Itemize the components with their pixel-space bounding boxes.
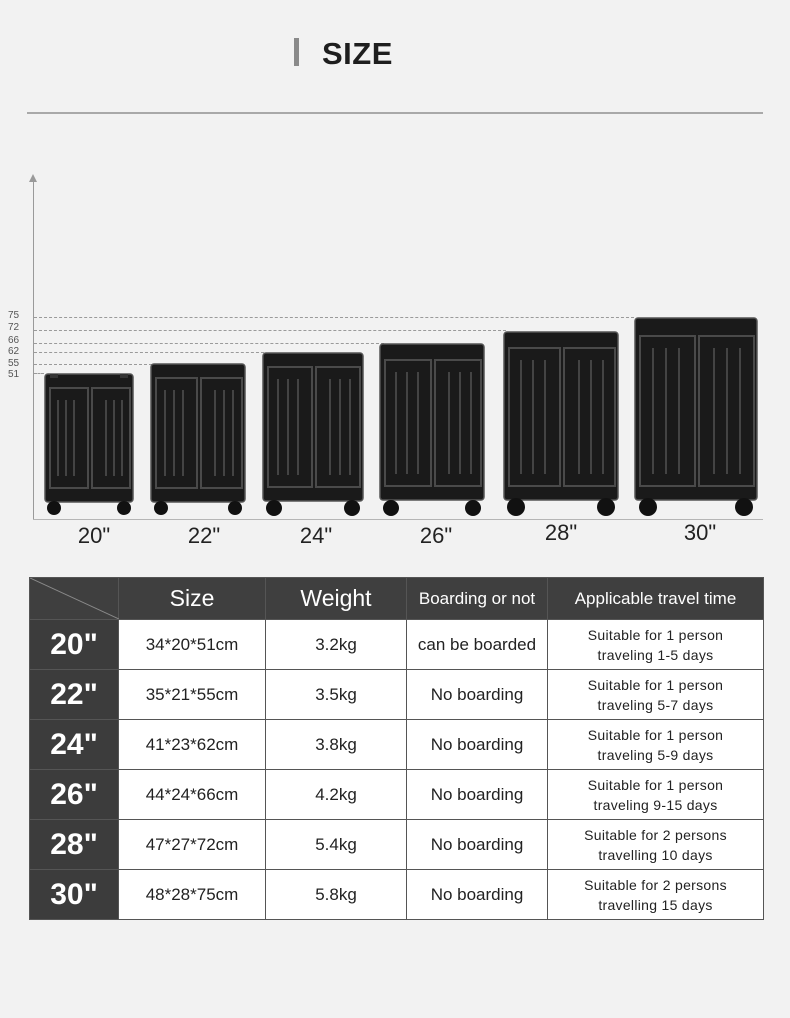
suitcase-label-20: 20" — [77, 523, 111, 548]
travel-time-line2: traveling 9-15 days — [593, 796, 718, 813]
cell-travel-time — [548, 720, 764, 770]
table-row — [30, 670, 764, 720]
travel-time-line2: travelling 10 days — [598, 846, 713, 863]
cell-boarding: No boarding — [407, 870, 548, 920]
table-header-row — [30, 578, 764, 620]
row-size-label: 28" — [30, 820, 119, 870]
tick-label-55: 55 — [8, 358, 20, 369]
suitcase-label-22: 22" — [187, 523, 221, 548]
suitcase-label-26: 26" — [419, 523, 453, 548]
suitcase-20 — [44, 372, 136, 517]
cell-weight: 4.2kg — [266, 770, 407, 820]
spec-table — [29, 577, 764, 920]
tick-label-66: 66 — [8, 335, 20, 346]
travel-time-line1: Suitable for 1 person — [587, 776, 724, 793]
row-size-label: 20" — [30, 620, 119, 670]
travel-time-line2: traveling 1-5 days — [597, 646, 714, 663]
cell-travel-time — [548, 870, 764, 920]
cell-travel-time — [548, 820, 764, 870]
baseline — [33, 519, 763, 520]
row-size-label: 30" — [30, 870, 119, 920]
table-row — [30, 620, 764, 670]
guide-line-51 — [34, 373, 44, 374]
cell-dimensions: 48*28*75cm — [119, 870, 266, 920]
cell-travel-time — [548, 670, 764, 720]
diagonal-divider — [30, 578, 119, 619]
suitcase-28 — [503, 330, 621, 517]
guide-line-62 — [34, 352, 264, 353]
guide-line-75 — [34, 317, 634, 318]
header-weight: Weight — [266, 578, 407, 620]
cell-boarding: No boarding — [407, 670, 548, 720]
travel-time-line2: travelling 15 days — [598, 896, 713, 913]
suitcase-30 — [634, 316, 760, 517]
cell-dimensions: 35*21*55cm — [119, 670, 266, 720]
tick-label-75: 75 — [8, 310, 20, 321]
row-size-label: 22" — [30, 670, 119, 720]
cell-weight: 5.8kg — [266, 870, 407, 920]
cell-boarding: No boarding — [407, 770, 548, 820]
cell-weight: 5.4kg — [266, 820, 407, 870]
cell-weight: 3.8kg — [266, 720, 407, 770]
cell-weight: 3.2kg — [266, 620, 407, 670]
cell-boarding: can be boarded — [407, 620, 548, 670]
suitcase-22 — [150, 362, 248, 517]
table-row — [30, 720, 764, 770]
tick-label-72: 72 — [8, 322, 20, 333]
table-row — [30, 870, 764, 920]
header-size: Size — [119, 578, 266, 620]
guide-line-72 — [34, 330, 506, 331]
travel-time-line1: Suitable for 1 person — [587, 626, 724, 643]
row-size-label: 26" — [30, 770, 119, 820]
header-divider — [27, 112, 763, 114]
y-axis — [33, 180, 34, 520]
title-accent-bar — [294, 38, 299, 66]
tick-label-51: 51 — [8, 369, 20, 380]
cell-dimensions: 47*27*72cm — [119, 820, 266, 870]
travel-time-line1: Suitable for 1 person — [587, 676, 724, 693]
cell-weight: 3.5kg — [266, 670, 407, 720]
cell-dimensions: 34*20*51cm — [119, 620, 266, 670]
table-row — [30, 770, 764, 820]
cell-travel-time — [548, 770, 764, 820]
row-size-label: 24" — [30, 720, 119, 770]
cell-boarding: No boarding — [407, 820, 548, 870]
cell-dimensions: 41*23*62cm — [119, 720, 266, 770]
header-travel-time: Applicable travel time — [548, 578, 764, 620]
table-row — [30, 820, 764, 870]
cell-boarding: No boarding — [407, 720, 548, 770]
suitcase-label-28: 28" — [544, 520, 578, 545]
table-corner-cell — [30, 578, 119, 620]
tick-label-62: 62 — [8, 346, 20, 357]
travel-time-line1: Suitable for 2 persons — [584, 876, 727, 893]
travel-time-line1: Suitable for 1 person — [587, 726, 724, 743]
suitcase-24 — [262, 351, 366, 517]
cell-dimensions: 44*24*66cm — [119, 770, 266, 820]
suitcase-label-30: 30" — [683, 520, 717, 545]
travel-time-line2: traveling 5-7 days — [597, 696, 714, 713]
travel-time-line2: traveling 5-9 days — [597, 746, 714, 763]
page-title: SIZE — [322, 36, 393, 71]
guide-line-66 — [34, 343, 384, 344]
suitcase-26 — [379, 342, 487, 517]
travel-time-line1: Suitable for 2 persons — [584, 826, 727, 843]
guide-line-55 — [34, 364, 152, 365]
header-boarding: Boarding or not — [407, 578, 548, 620]
cell-travel-time — [548, 620, 764, 670]
suitcase-label-24: 24" — [299, 523, 333, 548]
